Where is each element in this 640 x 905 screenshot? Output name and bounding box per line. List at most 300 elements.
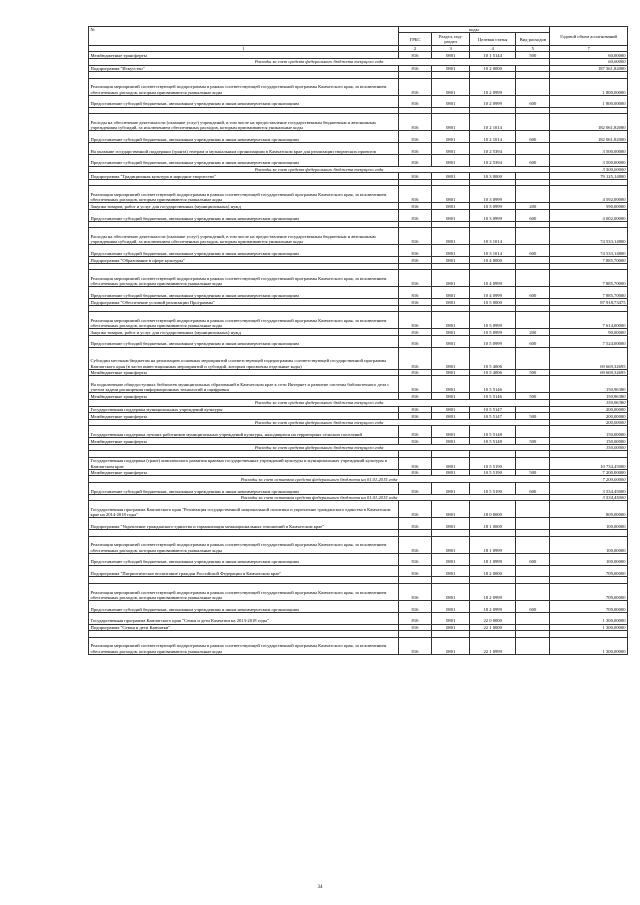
amount-cell: 100,00000 [550, 553, 628, 565]
grbs-cell: 816 [398, 335, 432, 347]
section-cell: 0801 [432, 536, 470, 553]
section-cell: 0801 [432, 518, 470, 530]
amount-cell: 150,96380 [550, 393, 628, 400]
section-cell: 0801 [432, 501, 470, 518]
section-cell: 0801 [432, 335, 470, 347]
row-description: Реализация мероприятий соответствующей подпрограммы в рамках соответствующей государственной программы Камчатского края, за исключением обеспеченных расходов, которым присваиваются уникальные коды [89, 312, 399, 329]
table-row [89, 107, 628, 114]
row-description [89, 179, 399, 186]
section-cell: 0801 [432, 624, 470, 631]
target-cell: 10 5 5148 [470, 438, 516, 445]
amount-cell: 90,00000 [550, 329, 628, 336]
amount-cell: 182 061,82000 [550, 131, 628, 143]
row-description [89, 107, 399, 114]
column-number: 5 [516, 46, 550, 52]
target-cell: 18 2 0999 [470, 600, 516, 612]
grbs-cell: 816 [398, 583, 432, 600]
table-row [89, 335, 628, 347]
target-cell: 10 5 0999 [470, 329, 516, 336]
amount-cell: 150,96380 [550, 400, 628, 407]
grbs-cell: 816 [398, 565, 432, 577]
funding-source-note: Расходы за счет средств федерального бюджета текущего года [89, 444, 550, 451]
amount-cell [550, 179, 628, 186]
row-description [89, 305, 399, 312]
amount-cell: 182 061,82000 [550, 114, 628, 131]
grbs-cell: 816 [398, 203, 432, 210]
table-row [89, 413, 628, 420]
section-cell [432, 221, 470, 228]
section-cell: 0801 [432, 78, 470, 95]
table-row [89, 483, 628, 495]
grbs-cell [398, 451, 432, 458]
target-cell [470, 263, 516, 270]
grbs-cell [398, 263, 432, 270]
grbs-cell: 816 [398, 52, 432, 59]
page-number: 34 [317, 885, 323, 890]
target-cell: 10 5 4006 [470, 369, 516, 376]
amount-cell: 150,96380 [550, 376, 628, 393]
row-description: На оказание государственной поддержки (гранта) театрам и музыкальным организациям в Камчатском крае для реализации творческих проектов [89, 142, 399, 154]
amount-cell [550, 530, 628, 537]
row-description: Расходы на обеспечение деятельности (оказание услуг) учреждений, в том числе на предоставление государственным бюджетным и автономным учреждениям субсидий, за исключением обеспеченных расходов, которым присваиваются уникальные коды [89, 114, 399, 131]
grbs-cell: 816 [398, 553, 432, 565]
type-cell: 600 [516, 245, 550, 257]
type-cell [516, 536, 550, 553]
section-cell [432, 631, 470, 638]
grbs-cell: 816 [398, 501, 432, 518]
table-row [89, 631, 628, 638]
amount-cell: 7 885,70000 [550, 257, 628, 264]
section-cell: 0801 [432, 393, 470, 400]
section-cell: 0801 [432, 245, 470, 257]
type-cell [516, 518, 550, 530]
funding-source-note: Расходы за счет остатков средств федерального бюджета на 01.01.2015 года [89, 494, 550, 501]
type-cell: 500 [516, 393, 550, 400]
target-cell: 10 3 0999 [470, 209, 516, 221]
table-row [89, 600, 628, 612]
column-number: 3 [432, 46, 470, 52]
grbs-cell: 816 [398, 173, 432, 180]
row-description [89, 72, 399, 79]
grbs-cell: 816 [398, 65, 432, 72]
amount-cell: 74 533,14800 [550, 228, 628, 245]
type-cell [516, 186, 550, 203]
section-cell [432, 577, 470, 584]
grbs-cell: 816 [398, 186, 432, 203]
grbs-cell: 816 [398, 114, 432, 131]
section-cell: 0801 [432, 469, 470, 476]
type-cell: 600 [516, 131, 550, 143]
table-row [89, 637, 628, 654]
table-row [89, 419, 628, 426]
row-description: Межбюджетные трансферты [89, 438, 399, 445]
type-cell [516, 312, 550, 329]
table-row [89, 154, 628, 166]
funding-source-note: Расходы за счет средств федерального бюджета текущего года [89, 166, 550, 173]
type-cell [516, 72, 550, 79]
target-cell: 10 3 0999 [470, 186, 516, 203]
grbs-cell: 816 [398, 438, 432, 445]
row-description: Реализация мероприятий соответствующей подпрограммы в рамках соответствующей государственной программы Камчатского края, за исключением обеспеченных расходов, которым присваиваются уникальные коды [89, 583, 399, 600]
section-cell: 0801 [432, 270, 470, 287]
table-row [89, 78, 628, 95]
amount-cell [550, 263, 628, 270]
target-cell: 10 2 0999 [470, 78, 516, 95]
amount-cell: 3 500,00000 [550, 166, 628, 173]
table-row [89, 536, 628, 553]
table-row [89, 530, 628, 537]
section-cell: 0801 [432, 329, 470, 336]
table-row [89, 221, 628, 228]
amount-cell: 150,00000 [550, 444, 628, 451]
amount-cell: 87 918,73475 [550, 299, 628, 306]
grbs-cell: 816 [398, 518, 432, 530]
section-cell: 0801 [432, 565, 470, 577]
section-cell: 0801 [432, 376, 470, 393]
grbs-cell [398, 221, 432, 228]
amount-cell: 4 002,00000 [550, 209, 628, 221]
table-row [89, 624, 628, 631]
row-description [89, 530, 399, 537]
amount-cell: 10 734,45000 [550, 458, 628, 470]
section-cell: 0801 [432, 299, 470, 306]
grbs-cell [398, 107, 432, 114]
grbs-cell: 816 [398, 287, 432, 299]
amount-cell: 69 669,32695 [550, 369, 628, 376]
table-row [89, 179, 628, 186]
row-description [89, 451, 399, 458]
target-cell: 10 2 1014 [470, 114, 516, 131]
table-row [89, 438, 628, 445]
type-cell [516, 228, 550, 245]
table-row [89, 565, 628, 577]
grbs-cell: 816 [398, 95, 432, 107]
section-cell [432, 107, 470, 114]
row-description: Реализация мероприятий соответствующей подпрограммы в рамках соответствующей государственной программы Камчатского края, за исключением обеспеченных расходов, которым присваиваются уникальные коды [89, 186, 399, 203]
type-cell: 600 [516, 335, 550, 347]
amount-cell: 60,00000 [550, 52, 628, 59]
row-description: Государственная поддержка лучших работников муниципальных учреждений культуры, находящихся на территориях сельских поселений [89, 426, 399, 438]
table-row [89, 263, 628, 270]
amount-cell: 809,00000 [550, 501, 628, 518]
table-row [89, 458, 628, 470]
type-cell: 600 [516, 209, 550, 221]
amount-cell: 1 800,00000 [550, 95, 628, 107]
section-cell: 0801 [432, 438, 470, 445]
target-cell: 18 1 0000 [470, 518, 516, 530]
amount-cell: 709,00000 [550, 583, 628, 600]
type-cell [516, 624, 550, 631]
grbs-cell: 816 [398, 406, 432, 413]
type-cell [516, 612, 550, 624]
section-cell: 0801 [432, 583, 470, 600]
target-cell: 10 5 0999 [470, 312, 516, 329]
target-cell: 10 4 0999 [470, 287, 516, 299]
table-row [89, 173, 628, 180]
amount-cell: 4 592,00000 [550, 186, 628, 203]
target-cell: 10 5 5190 [470, 483, 516, 495]
amount-cell: 1 300,00000 [550, 612, 628, 624]
row-description: Подпрограмма "Патриотическое воспитание граждан Российской Федерации в Камчатском крае" [89, 565, 399, 577]
target-cell: 10 2 5394 [470, 142, 516, 154]
table-row [89, 166, 628, 173]
row-description: Предоставление субсидий бюджетным, автономным учреждениям и иным некоммерческим организациям [89, 209, 399, 221]
grbs-cell [398, 530, 432, 537]
type-cell [516, 406, 550, 413]
row-description [89, 221, 399, 228]
section-cell: 0801 [432, 173, 470, 180]
target-cell: 10 4 0000 [470, 257, 516, 264]
amount-cell [550, 221, 628, 228]
row-description: Подпрограмма "Семья и дети Камчатки" [89, 624, 399, 631]
budget-table [88, 26, 628, 655]
table-row [89, 186, 628, 203]
grbs-cell: 816 [398, 600, 432, 612]
target-cell: 10 2 0999 [470, 95, 516, 107]
type-cell [516, 270, 550, 287]
table-row [89, 287, 628, 299]
amount-cell: 7 614,00000 [550, 312, 628, 329]
table-row [89, 209, 628, 221]
table-row [89, 305, 628, 312]
row-description: Предоставление субсидий бюджетным, автономным учреждениям и иным некоммерческим организациям [89, 335, 399, 347]
section-cell: 0801 [432, 131, 470, 143]
target-cell [470, 221, 516, 228]
amount-cell [550, 577, 628, 584]
type-cell [516, 263, 550, 270]
grbs-cell: 816 [398, 154, 432, 166]
table-row [89, 72, 628, 79]
target-cell [470, 107, 516, 114]
amount-cell: 150,00000 [550, 426, 628, 438]
type-cell [516, 376, 550, 393]
section-cell: 0801 [432, 413, 470, 420]
grbs-cell: 816 [398, 458, 432, 470]
section-cell: 0801 [432, 612, 470, 624]
table-row [89, 577, 628, 584]
amount-cell: 187 361,82000 [550, 65, 628, 72]
header-codes: коды [398, 27, 550, 33]
section-cell: 0801 [432, 114, 470, 131]
column-number: 2 [398, 46, 432, 52]
grbs-cell: 816 [398, 347, 432, 369]
target-cell: 10 5 4006 [470, 347, 516, 369]
target-cell: 18 2 0999 [470, 583, 516, 600]
section-cell [432, 179, 470, 186]
target-cell: 10 5 5147 [470, 406, 516, 413]
section-cell [432, 530, 470, 537]
section-cell [432, 451, 470, 458]
section-cell [432, 305, 470, 312]
table-row [89, 476, 628, 483]
row-description: Подпрограмма "Искусство" [89, 65, 399, 72]
amount-cell: 74 533,14800 [550, 245, 628, 257]
amount-cell: 709,00000 [550, 565, 628, 577]
type-cell [516, 107, 550, 114]
row-description [89, 577, 399, 584]
row-description: Предоставление субсидий бюджетным, автономным учреждениям и иным некоммерческим организациям [89, 600, 399, 612]
target-cell: 22 0 0000 [470, 612, 516, 624]
table-row [89, 612, 628, 624]
table-row [89, 469, 628, 476]
target-cell: 10 3 1014 [470, 245, 516, 257]
row-description: Реализация мероприятий соответствующей подпрограммы в рамках соответствующей государственной программы Камчатского края, за исключением обеспеченных расходов, которым присваиваются уникальные коды [89, 270, 399, 287]
amount-cell: 100,00000 [550, 518, 628, 530]
type-cell [516, 142, 550, 154]
row-description: Предоставление субсидий бюджетным, автономным учреждениям и иным некоммерческим организациям [89, 245, 399, 257]
grbs-cell: 816 [398, 413, 432, 420]
table-row [89, 131, 628, 143]
target-cell: 10 2 5394 [470, 154, 516, 166]
section-cell: 0801 [432, 458, 470, 470]
amount-cell: 200,00000 [550, 413, 628, 420]
type-cell [516, 530, 550, 537]
table-row [89, 245, 628, 257]
type-cell [516, 577, 550, 584]
grbs-cell: 816 [398, 536, 432, 553]
grbs-cell: 816 [398, 245, 432, 257]
type-cell: 600 [516, 553, 550, 565]
grbs-cell: 816 [398, 624, 432, 631]
grbs-cell: 816 [398, 637, 432, 654]
grbs-cell: 816 [398, 369, 432, 376]
table-row [89, 347, 628, 369]
grbs-cell: 816 [398, 299, 432, 306]
target-cell: 10 5 0000 [470, 299, 516, 306]
target-cell [470, 530, 516, 537]
type-cell [516, 501, 550, 518]
type-cell [516, 173, 550, 180]
target-cell: 10 2 0000 [470, 65, 516, 72]
amount-cell: 7 885,70000 [550, 270, 628, 287]
row-description: Межбюджетные трансферты [89, 52, 399, 59]
row-description: Предоставление субсидий бюджетным, автономным учреждениям и иным некоммерческим организациям [89, 553, 399, 565]
row-description: Предоставление субсидий бюджетным, автономным учреждениям и иным некоммерческим организациям [89, 131, 399, 143]
type-cell [516, 631, 550, 638]
amount-cell: 7 200,00000 [550, 469, 628, 476]
type-cell [516, 78, 550, 95]
target-cell: 10 1 5144 [470, 52, 516, 59]
type-cell [516, 257, 550, 264]
section-cell: 0801 [432, 553, 470, 565]
table-row [89, 312, 628, 329]
type-cell: 600 [516, 287, 550, 299]
amount-cell: 590,00000 [550, 203, 628, 210]
type-cell [516, 221, 550, 228]
row-description: Межбюджетные трансферты [89, 393, 399, 400]
row-description: На подключение общедоступных библиотек муниципальных образований в Камчатском крае к сети Интернет и развитие системы библиотечного дела с учетом задачи расширения информационных технологий и оцифровки [89, 376, 399, 393]
header-annual: Годовой объем ассигнований [550, 27, 628, 46]
table-row [89, 400, 628, 407]
type-cell [516, 305, 550, 312]
grbs-cell: 816 [398, 228, 432, 245]
header-target: Целевая статья [470, 33, 516, 46]
header-type: Вид расходов [516, 33, 550, 46]
row-description: Межбюджетные трансферты [89, 413, 399, 420]
grbs-cell: 816 [398, 426, 432, 438]
table-row [89, 518, 628, 530]
row-description: Закупка товаров, работ и услуг для государственных (муниципальных) нужд [89, 203, 399, 210]
type-cell: 600 [516, 154, 550, 166]
target-cell: 18 1 0999 [470, 536, 516, 553]
grbs-cell: 816 [398, 209, 432, 221]
amount-cell: 1 800,00000 [550, 78, 628, 95]
section-cell: 0801 [432, 65, 470, 72]
amount-cell: 60,00000 [550, 59, 628, 66]
section-cell: 0801 [432, 52, 470, 59]
amount-cell: 3 534,45000 [550, 483, 628, 495]
target-cell: 10 4 0999 [470, 270, 516, 287]
section-cell: 0801 [432, 312, 470, 329]
target-cell [470, 631, 516, 638]
section-cell: 0801 [432, 228, 470, 245]
type-cell [516, 114, 550, 131]
row-description [89, 263, 399, 270]
type-cell: 500 [516, 52, 550, 59]
row-description: Межбюджетные трансферты [89, 369, 399, 376]
target-cell: 10 2 1014 [470, 131, 516, 143]
grbs-cell: 816 [398, 131, 432, 143]
target-cell: 10 3 0000 [470, 173, 516, 180]
table-row [89, 142, 628, 154]
grbs-cell: 816 [398, 469, 432, 476]
grbs-cell: 816 [398, 257, 432, 264]
type-cell: 600 [516, 600, 550, 612]
row-description: Подпрограмма "Традиционная культура и народное творчество" [89, 173, 399, 180]
grbs-cell: 816 [398, 483, 432, 495]
target-cell: 10 5 5146 [470, 393, 516, 400]
section-cell: 0801 [432, 203, 470, 210]
table-row [89, 369, 628, 376]
amount-cell: 3 500,00000 [550, 142, 628, 154]
section-cell: 0801 [432, 186, 470, 203]
section-cell: 0801 [432, 347, 470, 369]
row-description: Подпрограмма "Укрепление гражданского единства и гармонизация межнациональных отношений в Камчатском крае" [89, 518, 399, 530]
type-cell [516, 426, 550, 438]
target-cell [470, 179, 516, 186]
row-description: Предоставление субсидий бюджетным, автономным учреждениям и иным некоммерческим организациям [89, 154, 399, 166]
type-cell: 500 [516, 369, 550, 376]
row-description: Предоставление субсидий бюджетным, автономным учреждениям и иным некоммерческим организациям [89, 95, 399, 107]
funding-source-note: Расходы за счет средств федерального бюджета текущего года [89, 59, 550, 66]
grbs-cell: 816 [398, 376, 432, 393]
table-row [89, 444, 628, 451]
amount-cell [550, 72, 628, 79]
section-cell: 0801 [432, 483, 470, 495]
row-description: Реализация мероприятий соответствующей подпрограммы в рамках соответствующей государственной программы Камчатского края, за исключением обеспеченных расходов, которым присваиваются уникальные коды [89, 78, 399, 95]
table-row [89, 494, 628, 501]
grbs-cell: 816 [398, 78, 432, 95]
table-row [89, 299, 628, 306]
type-cell: 200 [516, 203, 550, 210]
header-section: Раздел, под-раздел [432, 33, 470, 46]
amount-cell: 200,00000 [550, 419, 628, 426]
grbs-cell [398, 577, 432, 584]
section-cell: 0801 [432, 287, 470, 299]
amount-cell: 7 200,00000 [550, 476, 628, 483]
type-cell: 200 [516, 329, 550, 336]
target-cell: 22 1 0999 [470, 637, 516, 654]
type-cell [516, 347, 550, 369]
column-number: 1 [89, 46, 399, 52]
section-cell: 0801 [432, 142, 470, 154]
table-row [89, 59, 628, 66]
type-cell: 600 [516, 483, 550, 495]
target-cell [470, 451, 516, 458]
type-cell [516, 451, 550, 458]
section-cell: 0801 [432, 369, 470, 376]
amount-cell: 1 300,00000 [550, 637, 628, 654]
